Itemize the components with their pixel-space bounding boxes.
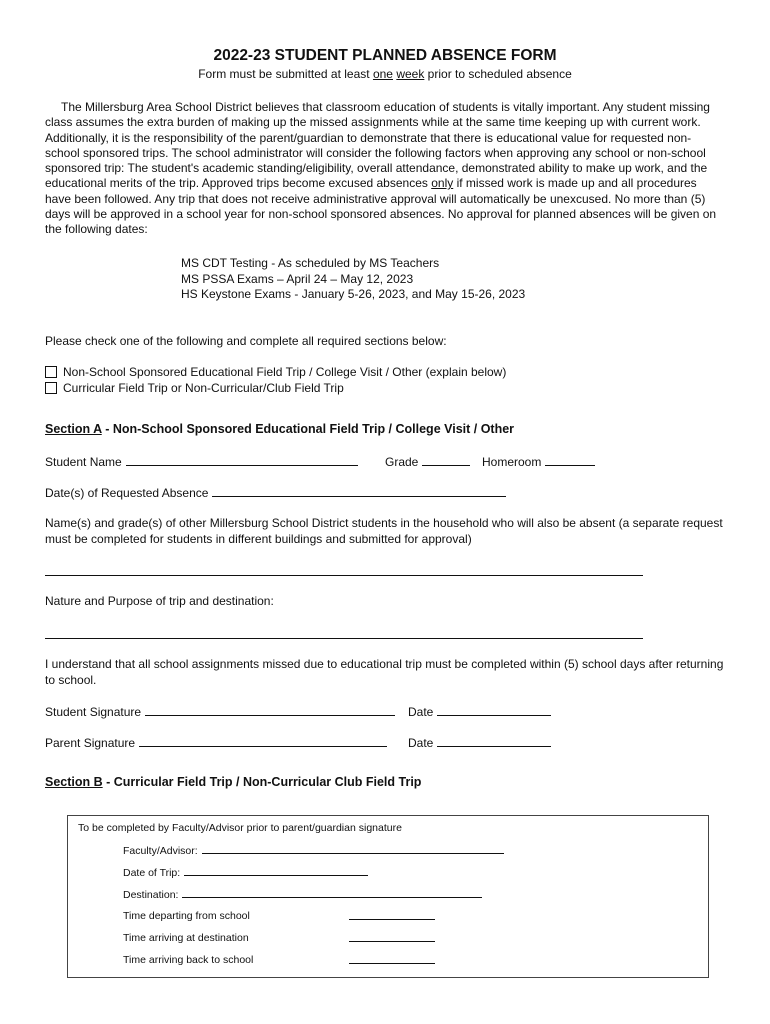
understanding-statement: I understand that all school assignments missed due to educational trip must be completed within (5) school days after returning to school.	[45, 657, 724, 687]
intro-paragraph: The Millersburg Area School District believes that classroom education of students is vitally important. Any student missing class assumes the extra burden of making up the missed assignments while at the same time keeping up with current work. Additionally, it is the responsibility of the parent/guardian to demonstrate that there is educational value for requested non-school sponsored trips. The school administrator will consider the following factors when approving any school or non-school sponsored trip: The student's academic standing/eligibility, overall attendance, demonstrated ability to make up work, and the educational merits of the trip. Approved trips become excused absences only if missed work is made up and all procedures have been followed. Any trip that does not receive administrative approval will automatically be unexcused. No more than (5) days will be approved in a school year for non-school sponsored absences. No approval for planned absences will be given on the following dates:	[45, 100, 717, 237]
faculty-box-heading: To be completed by Faculty/Advisor prior to parent/guardian signature	[78, 822, 402, 834]
time-back-line[interactable]	[349, 963, 435, 964]
purpose-question: Nature and Purpose of trip and destination:	[45, 594, 274, 608]
siblings-question: Name(s) and grade(s) of other Millersburg School District students in the household who will also be absent (a separate request must be completed for students in different buildings and submitted for approval)	[45, 516, 723, 546]
blackout-date-item: MS PSSA Exams – April 24 – May 12, 2023	[181, 271, 414, 286]
option-label: Curricular Field Trip or Non-Curricular/Club Field Trip	[63, 381, 344, 395]
checkbox[interactable]	[45, 366, 57, 378]
destination-field[interactable]: Destination:	[123, 888, 482, 901]
student-date-field[interactable]: Date	[408, 704, 551, 719]
form-subtitle: Form must be submitted at least one week prior to scheduled absence	[198, 67, 572, 81]
absence-dates-field[interactable]: Date(s) of Requested Absence	[45, 485, 506, 500]
blackout-date-item: HS Keystone Exams - January 5-26, 2023, and May 15-26, 2023	[181, 287, 526, 301]
option-non-school-trip[interactable]	[45, 365, 506, 379]
grade-field[interactable]: Grade	[385, 454, 470, 469]
parent-date-field[interactable]: Date	[408, 735, 551, 750]
time-arriving-label: Time arriving at destination	[123, 932, 249, 944]
faculty-advisor-field[interactable]: Faculty/Advisor:	[123, 844, 504, 857]
option-curricular-trip[interactable]	[45, 381, 344, 395]
parent-signature-field[interactable]: Parent Signature	[45, 735, 387, 750]
time-departing-label: Time departing from school	[123, 910, 250, 922]
purpose-answer-line[interactable]	[45, 638, 643, 639]
instructions: Please check one of the following and complete all required sections below:	[45, 334, 447, 348]
checkbox[interactable]	[45, 382, 57, 394]
trip-date-field[interactable]: Date of Trip:	[123, 866, 368, 879]
time-arriving-line[interactable]	[349, 941, 435, 942]
siblings-answer-line[interactable]	[45, 575, 643, 576]
section-b-heading: Section B - Curricular Field Trip / Non-Curricular Club Field Trip	[45, 775, 422, 789]
time-departing-line[interactable]	[349, 919, 435, 920]
section-a-heading: Section A - Non-School Sponsored Educational Field Trip / College Visit / Other	[45, 422, 515, 436]
student-signature-field[interactable]: Student Signature	[45, 704, 395, 719]
student-name-field[interactable]: Student Name	[45, 454, 358, 469]
blackout-dates-list	[181, 256, 525, 303]
time-back-label: Time arriving back to school	[123, 954, 254, 966]
form-title: 2022-23 STUDENT PLANNED ABSENCE FORM	[213, 47, 557, 64]
homeroom-field[interactable]: Homeroom	[482, 454, 595, 469]
blackout-date-item: MS CDT Testing - As scheduled by MS Teachers	[181, 256, 440, 270]
option-label: Non-School Sponsored Educational Field Trip / College Visit / Other (explain below)	[63, 365, 507, 379]
